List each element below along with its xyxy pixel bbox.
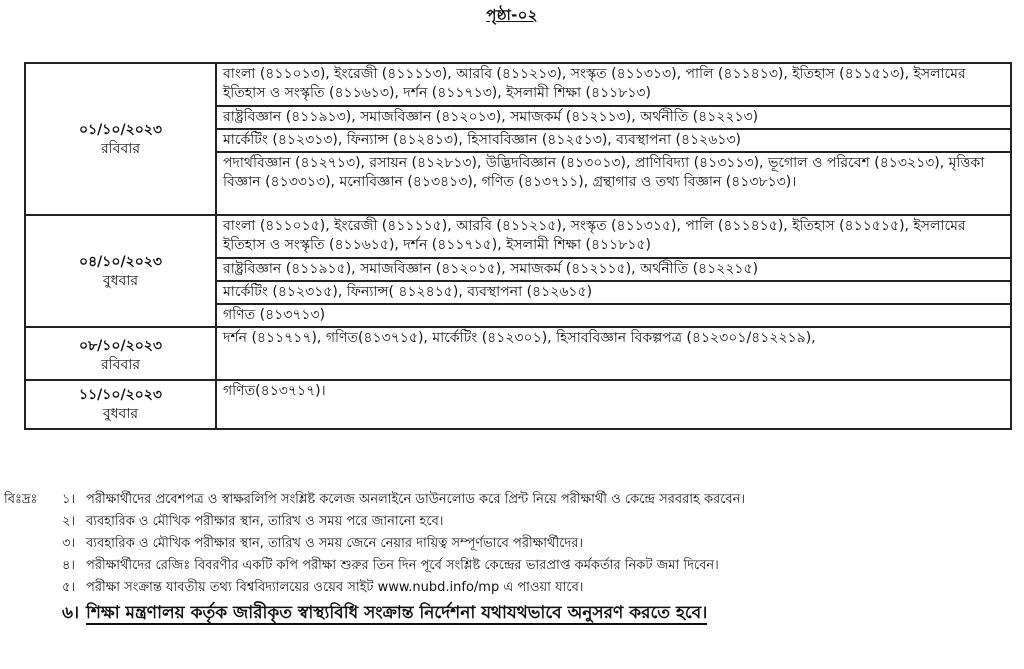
- subject-group: পদার্থবিজ্ঞান (৪১২৭১৩), রসায়ন (৪১২৮১৩), উদ্ভিদবিজ্ঞান (৪১৩০১৩), প্রাণিবিদ্যা (৪১৩১১৩), ভূগোল ও পরিবেশ (৪১৩২১৩), মৃত্তিকা বিজ্ঞান (৪১৩৩১৩), মনোবিজ্ঞান (৪১৩৪১৩), গণিত (৪১৩৭১১), গ্রন্থাগার ও তথ্য বিজ্ঞান (৪১৩৮১৩)।: [216, 152, 1011, 215]
- note-text: পরীক্ষা সংক্রান্ত যাবতীয় তথ্য বিশ্ববিদ্যালয়ের ওয়েব সাইট www.nubd.info/mp এ পাওয়া যাবে।: [86, 580, 584, 595]
- subject-group: গণিত (৪১৩৭১৩): [216, 304, 1011, 327]
- note-number: ২।: [62, 514, 76, 529]
- subject-group: মার্কেটিং (৪১২৩১৩), ফিন্যান্স (৪১২৪১৩), হিসাববিজ্ঞান (৪১২৫১৩), ব্যবস্থাপনা (৪১২৬১৩): [216, 129, 1011, 152]
- note-number: ৫।: [62, 580, 76, 595]
- note-item: [62, 512, 443, 533]
- exam-date: ১১/১০/২০২৩: [79, 387, 162, 403]
- exam-schedule-table: [24, 62, 1012, 430]
- date-cell: [25, 63, 216, 215]
- exam-date: ০৪/১০/২০২৩: [78, 253, 162, 270]
- note-text: পরীক্ষার্থীদের রেজিঃ বিবরণীর একটি কপি পরীক্ষা শুরুর তিন দিন পূর্বে সংশ্লিষ্ট কেন্দ্রের ভারপ্রাপ্ত কর্মকর্তার নিকট জমা দিবেন।: [86, 558, 719, 573]
- date-cell: [25, 327, 216, 380]
- note-text: পরীক্ষার্থীদের প্রবেশপত্র ও স্বাক্ষরলিপি সংশ্লিষ্ট কলেজ অনলাইনে ডাউনলোড করে প্রিন্ট নিয়ে পরীক্ষার্থী ও কেন্দ্রে সরবরাহ করবেন।: [86, 492, 746, 507]
- date-cell: [25, 215, 216, 327]
- subject-group: রাষ্ট্রবিজ্ঞান (৪১১৯১৩), সমাজবিজ্ঞান (৪১২০১৩), সমাজকর্ম (৪১২১১৩), অর্থনীতি (৪১২২১৩): [216, 106, 1011, 129]
- exam-day: রবিবার: [100, 140, 141, 157]
- note-text: ব্যবহারিক ও মৌখিক পরীক্ষার স্থান, তারিখ ও সময় পরে জানানো হবে।: [86, 514, 444, 529]
- subject-group: মার্কেটিং (৪১২৩১৫), ফিন্যান্স( ৪১২৪১৫), ব্যবস্থাপনা (৪১২৬১৫): [216, 281, 1011, 304]
- subject-group: বাংলা (৪১১০১৩), ইংরেজী (৪১১১১৩), আরবি (৪১১২১৩), সংস্কৃত (৪১১৩১৩), পালি (৪১১৪১৩), ইতিহাস (৪১১৫১৩), ইসলামের ইতিহাস ও সংস্কৃতি (৪১১৬১৩), দর্শন (৪১১৭১৩), ইসলামী শিক্ষা (৪১১৮১৩): [216, 63, 1011, 106]
- note-text: শিক্ষা মন্ত্রণালয় কর্তৃক জারীকৃত স্বাস্থ্যবিধি সংক্রান্ত নির্দেশনা যথাযথভাবে অনুসরণ করতে হবে।: [86, 603, 708, 623]
- table-row: [25, 380, 1011, 429]
- exam-day: বুধবার: [102, 272, 139, 289]
- note-number: ৬।: [62, 603, 80, 623]
- note-number: ৪।: [62, 558, 76, 573]
- note-item: [62, 534, 583, 555]
- note-number: ১।: [62, 492, 76, 507]
- note-item-highlighted: [62, 600, 707, 628]
- exam-day: বুধবার: [102, 406, 139, 422]
- subject-group: গণিত(৪১৩৭১৭)।: [216, 380, 1011, 429]
- note-item: [62, 490, 745, 511]
- subject-group: বাংলা (৪১১০১৫), ইংরেজী (৪১১১১৫), আরবি (৪১১২১৫), সংস্কৃত (৪১১৩১৫), পালি (৪১১৪১৫), ইতিহাস (৪১১৫১৫), ইসলামের ইতিহাস ও সংস্কৃতি (৪১১৬১৫), দর্শন (৪১১৭১৫), ইসলামী শিক্ষা (৪১১৮১৫): [216, 215, 1011, 258]
- note-number: ৩।: [62, 536, 76, 551]
- table-row: [25, 215, 1011, 258]
- table-row: [25, 327, 1011, 380]
- subject-group: দর্শন (৪১১৭১৭), গণিত(৪১৩৭১৫), মার্কেটিং (৪১২৩০১), হিসাববিজ্ঞান বিকল্পপত্র (৪১২৩০১/৪১২২১৯),: [216, 327, 1011, 380]
- date-cell: [25, 380, 216, 429]
- exam-date: ০৮/১০/২০২৩: [78, 338, 162, 354]
- note-item: [62, 578, 583, 599]
- exam-day: রবিবার: [100, 357, 141, 373]
- note-text: ব্যবহারিক ও মৌখিক পরীক্ষার স্থান, তারিখ ও সময় জেনে নেয়ার দায়িত্ব সম্পূর্ণভাবে পরীক্ষার্থীদের।: [86, 536, 584, 551]
- notes-label: বিঃদ্রঃ: [4, 492, 38, 507]
- table-row: [25, 63, 1011, 106]
- exam-date: ০১/১০/২০২৩: [78, 121, 162, 138]
- subject-group: রাষ্ট্রবিজ্ঞান (৪১১৯১৫), সমাজবিজ্ঞান (৪১২০১৫), সমাজকর্ম (৪১২১১৫), অর্থনীতি (৪১২২১৫): [216, 258, 1011, 281]
- note-item: [62, 556, 719, 577]
- page-number-label: পৃষ্ঠা-০২: [486, 6, 538, 24]
